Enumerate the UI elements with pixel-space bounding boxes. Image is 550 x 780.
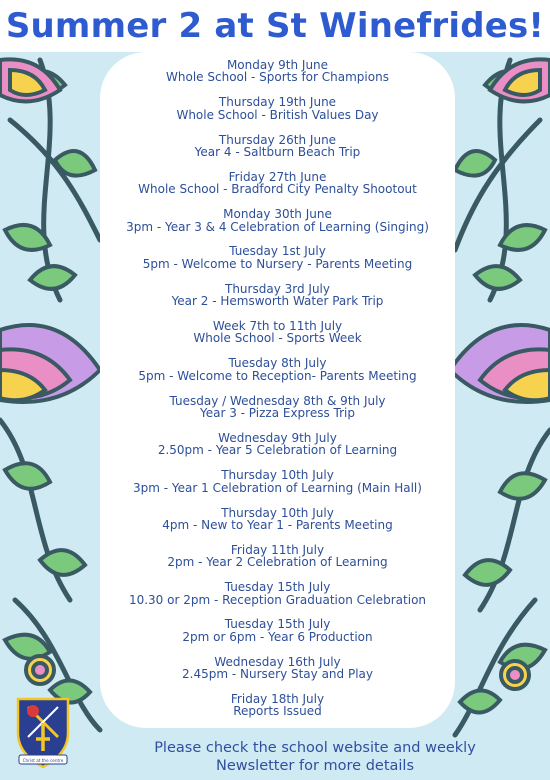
event-date: Wednesday 9th July — [218, 430, 337, 445]
event-item — [100, 432, 455, 469]
event-date: Tuesday 15th July — [224, 617, 331, 632]
event-date: Tuesday 8th July — [228, 356, 327, 371]
event-item — [100, 96, 455, 133]
event-description: Year 3 - Pizza Express Trip — [199, 406, 355, 421]
event-date: Monday 30th June — [223, 207, 332, 222]
event-description: Whole School - Sports for Champions — [166, 70, 389, 85]
event-item — [100, 618, 455, 655]
event-item — [100, 693, 455, 730]
event-description: 3pm - Year 3 & 4 Celebration of Learning (Singing) — [126, 219, 429, 234]
event-description: 5pm - Welcome to Nursery - Parents Meeting — [142, 256, 413, 271]
event-item — [100, 171, 455, 208]
event-date: Friday 11th July — [230, 542, 325, 557]
event-description: Whole School - Bradford City Penalty Shootout — [138, 182, 417, 197]
event-item — [100, 395, 455, 432]
footer-line-1: Please check the school website and weekly — [154, 740, 476, 756]
event-date: Tuesday 15th July — [224, 580, 331, 595]
event-date: Thursday 26th June — [218, 132, 337, 147]
event-description: 2pm or 6pm - Year 6 Production — [182, 629, 373, 644]
event-description: Year 4 - Saltburn Beach Trip — [194, 145, 361, 159]
event-item — [100, 357, 455, 394]
events-list — [100, 59, 455, 730]
event-date: Wednesday 16th July — [214, 654, 341, 669]
event-item — [100, 208, 455, 245]
event-date: Tuesday 1st July — [229, 244, 326, 259]
event-item — [100, 656, 455, 693]
event-date: Friday 18th July — [230, 692, 325, 707]
event-date: Thursday 10th July — [221, 468, 334, 483]
event-description: Year 2 - Hemsworth Water Park Trip — [171, 294, 384, 309]
event-item — [100, 544, 455, 581]
event-item — [100, 469, 455, 506]
event-item — [100, 283, 455, 320]
event-item — [100, 320, 455, 357]
event-item — [100, 134, 455, 171]
event-description: 2pm - Year 2 Celebration of Learning — [167, 555, 388, 570]
event-item — [100, 581, 455, 618]
footer-line-2: Newsletter for more details — [215, 758, 414, 774]
event-date: Week 7th to 11th July — [212, 319, 343, 334]
page-title: Summer 2 at St Winefrides! — [5, 6, 545, 46]
event-date: Thursday 19th June — [218, 95, 337, 110]
event-description: Reports Issued — [233, 704, 322, 719]
event-description: Whole School - Sports Week — [193, 331, 362, 346]
event-item — [100, 245, 455, 282]
crest-motto: Christ at the centre — [22, 758, 64, 763]
event-date: Tuesday / Wednesday 8th & 9th July — [169, 393, 386, 408]
event-description: 10.30 or 2pm - Reception Graduation Celebration — [128, 592, 427, 607]
event-description: 2.50pm - Year 5 Celebration of Learning — [157, 443, 398, 458]
event-description: 4pm - New to Year 1 - Parents Meeting — [162, 517, 393, 532]
event-date: Monday 9th June — [226, 58, 329, 72]
event-description: Whole School - British Values Day — [176, 107, 379, 122]
event-date: Thursday 10th July — [221, 505, 334, 520]
school-crest-icon — [14, 693, 72, 769]
event-description: 3pm - Year 1 Celebration of Learning (Main Hall) — [133, 480, 422, 495]
event-item — [100, 507, 455, 544]
event-description: 2.45pm - Nursery Stay and Play — [182, 667, 373, 682]
event-description: 5pm - Welcome to Reception- Parents Meeting — [138, 368, 417, 383]
event-date: Friday 27th June — [228, 169, 327, 184]
event-item — [100, 59, 455, 96]
footer-note — [95, 739, 535, 775]
event-date: Thursday 3rd July — [225, 281, 330, 296]
